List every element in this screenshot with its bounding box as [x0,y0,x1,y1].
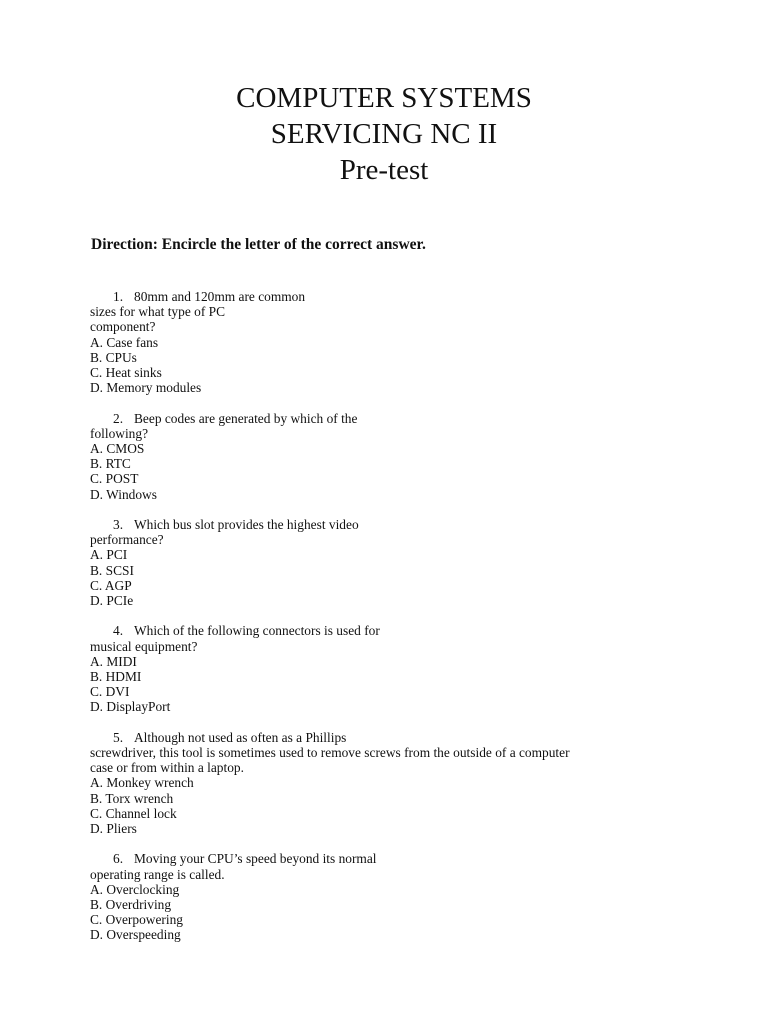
question-text: Which of the following connectors is used for [134,623,380,639]
question-item [90,623,710,714]
question-number: 6. [113,851,124,867]
answer-choice: D. PCIe [90,593,134,609]
question-item [90,517,710,608]
question-number: 5. [113,729,124,745]
answer-choice: A. Case fans [90,334,159,350]
answer-choice: B. Overdriving [90,897,172,913]
question-text-line: performance? [90,532,164,548]
title-line-1: COMPUTER SYSTEMS [236,82,532,114]
answer-choice: B. RTC [90,456,131,472]
answer-choice: B. CPUs [90,349,137,365]
question-text-line: following? [90,425,149,441]
question-text: 80mm and 120mm are common [134,289,306,304]
question-item [90,289,710,395]
answer-choice: C. Overpowering [90,912,183,928]
question-text-line [90,517,710,532]
answer-choice: B. SCSI [90,562,134,578]
answer-choice: D. Overspeeding [90,927,181,943]
direction-label: Direction [91,236,153,253]
answer-choice: A. Overclocking [90,881,180,897]
question-text-line: musical equipment? [90,638,198,654]
answer-choice: C. Channel lock [90,805,177,821]
question-text: Although not used as often as a Phillips [134,729,347,745]
answer-choice: D. Pliers [90,821,137,837]
question-text-line [90,411,710,426]
title-line-3: Pre-test [339,154,429,186]
answer-choice: D. DisplayPort [90,699,171,715]
direction-body: : Encircle the letter of the correct answer. [152,236,426,253]
question-text: Beep codes are generated by which of the [134,410,358,426]
question-text-line: operating range is called. [90,866,225,882]
question-number: 4. [113,623,124,639]
question-number: 1. [113,289,124,304]
answer-choice: B. Torx wrench [90,790,174,806]
answer-choice: D. Windows [90,486,157,502]
question-text-line [90,851,710,866]
question-text-line [90,623,710,638]
document-title [0,80,768,188]
direction-text [91,236,426,254]
question-text-line: case or from within a laptop. [90,760,244,776]
question-text-line: screwdriver, this tool is sometimes used to remove screws from the outside of a computer [90,745,570,761]
question-number: 2. [113,410,124,426]
question-item [90,730,710,836]
question-text-line: sizes for what type of PC [90,304,225,320]
question-text: Which bus slot provides the highest video [134,517,359,533]
answer-choice: A. CMOS [90,441,145,457]
answer-choice: C. Heat sinks [90,365,162,381]
question-item [90,851,710,942]
question-text-line: component? [90,319,156,335]
answer-choice: C. AGP [90,577,132,593]
question-number: 3. [113,517,124,533]
question-text-line [90,730,710,745]
question-text: Moving your CPU’s speed beyond its normal [134,851,377,867]
answer-choice: A. Monkey wrench [90,775,194,791]
answer-choice: D. Memory modules [90,380,202,396]
answer-choice: B. HDMI [90,669,142,685]
answer-choice: C. POST [90,471,139,487]
question-text-line [90,289,710,304]
answer-choice: C. DVI [90,684,130,700]
question-item [90,411,710,502]
answer-choice: A. MIDI [90,653,137,669]
answer-choice: A. PCI [90,547,128,563]
title-line-2: SERVICING NC II [270,118,498,150]
question-list [90,289,710,958]
